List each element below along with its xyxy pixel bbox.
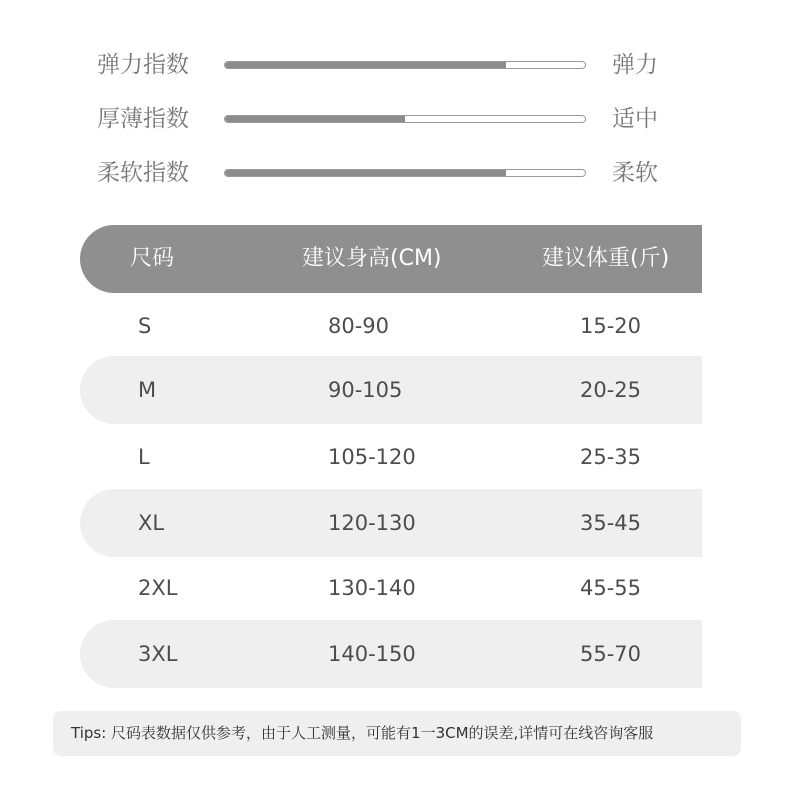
size-table-header bbox=[80, 225, 702, 293]
elasticity-index-label: 弹力指数 bbox=[97, 52, 189, 78]
softness-index-bar bbox=[224, 169, 586, 177]
cell-height: 120-130 bbox=[328, 511, 416, 535]
cell-size: 3XL bbox=[138, 642, 178, 666]
cell-weight: 25-35 bbox=[580, 445, 642, 469]
cell-height: 105-120 bbox=[328, 445, 416, 469]
softness-index-label: 柔软指数 bbox=[97, 160, 189, 186]
elasticity-index-row bbox=[0, 45, 790, 85]
cell-weight: 20-25 bbox=[580, 378, 642, 402]
cell-height: 90-105 bbox=[328, 378, 403, 402]
cell-size: S bbox=[138, 314, 152, 338]
cell-size: L bbox=[138, 445, 150, 469]
softness-index-fill bbox=[225, 170, 506, 176]
cell-height: 80-90 bbox=[328, 314, 390, 338]
header-weight: 建议体重(斤) bbox=[542, 246, 670, 271]
elasticity-index-bar bbox=[224, 61, 586, 69]
cell-weight: 35-45 bbox=[580, 511, 642, 535]
table-row bbox=[80, 489, 702, 557]
softness-index-value: 柔软 bbox=[612, 160, 658, 186]
table-row bbox=[80, 423, 702, 491]
thickness-index-row bbox=[0, 99, 790, 139]
elasticity-index-value: 弹力 bbox=[612, 52, 658, 78]
cell-height: 130-140 bbox=[328, 576, 416, 600]
cell-size: 2XL bbox=[138, 576, 178, 600]
softness-index-row bbox=[0, 153, 790, 193]
thickness-index-value: 适中 bbox=[612, 106, 658, 132]
cell-weight: 55-70 bbox=[580, 642, 642, 666]
table-row bbox=[80, 292, 702, 360]
header-size: 尺码 bbox=[130, 246, 175, 271]
table-row bbox=[80, 356, 702, 424]
thickness-index-fill bbox=[225, 116, 405, 122]
table-row bbox=[80, 554, 702, 622]
thickness-index-bar bbox=[224, 115, 586, 123]
cell-size: M bbox=[138, 378, 157, 402]
elasticity-index-fill bbox=[225, 62, 506, 68]
tips-box bbox=[53, 711, 741, 756]
tips-text: Tips: 尺码表数据仅供参考，由于人工测量，可能有1一3CM的误差,详情可在线咨询客服 bbox=[71, 724, 654, 742]
thickness-index-label: 厚薄指数 bbox=[97, 106, 189, 132]
table-row bbox=[80, 620, 702, 688]
header-height: 建议身高(CM) bbox=[302, 246, 442, 271]
cell-size: XL bbox=[138, 511, 165, 535]
cell-weight: 45-55 bbox=[580, 576, 642, 600]
cell-weight: 15-20 bbox=[580, 314, 642, 338]
cell-height: 140-150 bbox=[328, 642, 416, 666]
